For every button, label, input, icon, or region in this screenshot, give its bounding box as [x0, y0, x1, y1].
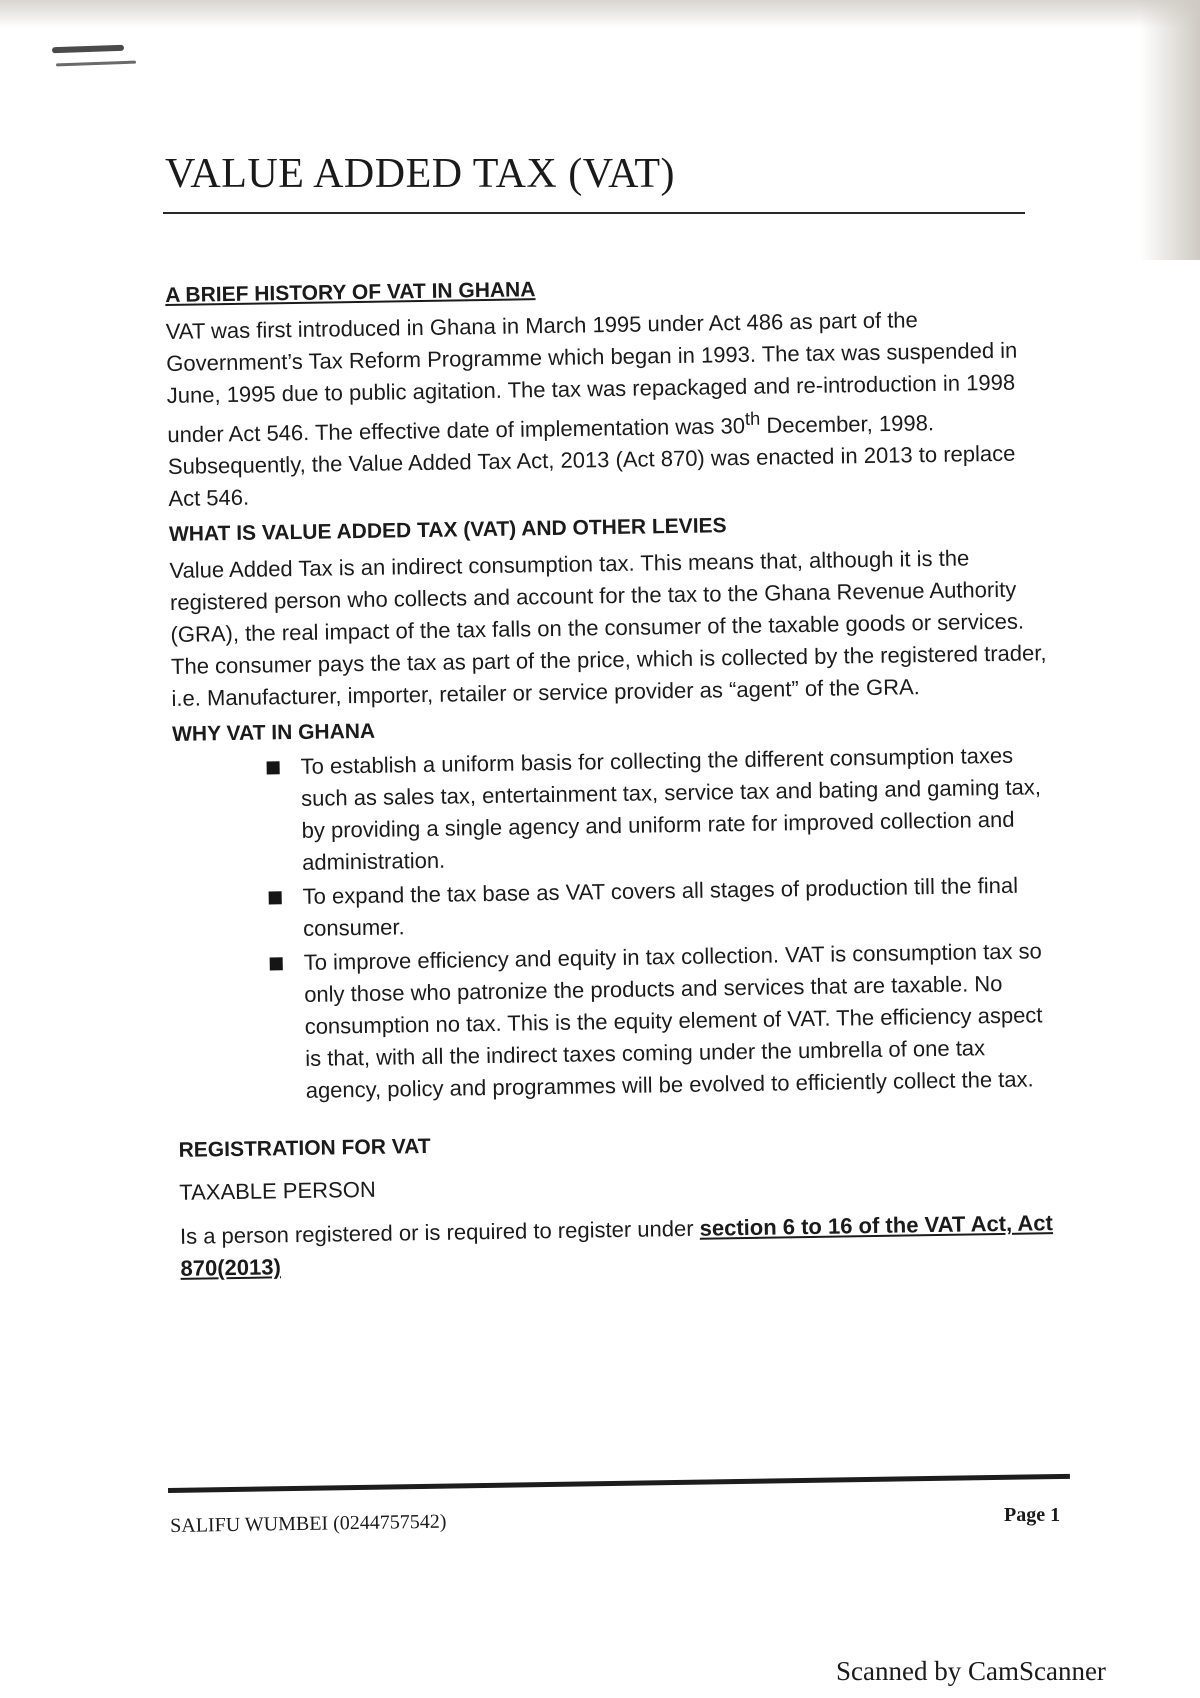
ordinal-suffix: th — [744, 407, 761, 429]
history-heading: A BRIEF HISTORY OF VAT IN GHANA — [165, 278, 536, 307]
scan-shadow-top — [0, 0, 1200, 28]
square-bullet-icon — [270, 958, 283, 971]
history-section — [165, 268, 1049, 515]
list-item — [300, 739, 1054, 879]
footer-divider — [168, 1474, 1070, 1493]
staple-mark-lower — [56, 61, 136, 67]
registration-section — [178, 1123, 1060, 1285]
history-text-part2: December, 1998. Subsequently, the Value Added Tax Act, 2013 (Act 870) was enacted in 2013 to replace Act 546. — [167, 410, 1016, 512]
document-body — [165, 268, 1061, 1285]
document-title: VALUE ADDED TAX (VAT) — [165, 151, 675, 197]
taxable-person-definition — [180, 1207, 1061, 1285]
list-item-text: To expand the tax base as VAT covers all stages of production till the final consumer. — [302, 873, 1019, 942]
history-text-part1: VAT was first introduced in Ghana in March 1995 under Act 486 as part of the Government’s Tax Reform Programme which began in 1993. The tax was suspended in June, 1995 due to public agitation. The tax was repackaged and re-introduction in 1998 under Act 546. The effective date of implementation was 30 — [165, 307, 1018, 448]
square-bullet-icon — [267, 762, 280, 775]
history-paragraph — [166, 302, 1049, 515]
definition-text: Is a person registered or is required to register under — [179, 1216, 700, 1250]
page-number: Page 1 — [1004, 1504, 1061, 1526]
why-vat-heading: WHY VAT IN GHANA — [171, 720, 376, 747]
what-is-vat-section — [169, 507, 1052, 715]
why-vat-section — [172, 707, 1058, 1109]
why-vat-list — [172, 739, 1057, 1109]
staple-mark — [52, 45, 124, 54]
act-reference: section 6 to 16 of the VAT Act, Act 870(2013) — [180, 1210, 1054, 1282]
registration-heading: REGISTRATION FOR VAT — [178, 1135, 431, 1163]
what-is-vat-paragraph: Value Added Tax is an indirect consumption tax. This means that, although it is the registered person who collects and account for the tax to the Ghana Revenue Authority (GRA), the real impact of the tax falls on the consumer of the taxable goods or services. The consumer pays the tax as part of the price, which is collected by the registered trader, i.e. Manufacturer, importer, retailer or service provider as “agent” of the GRA. — [169, 545, 1047, 712]
taxable-person-subheading: TAXABLE PERSON — [179, 1177, 376, 1206]
square-bullet-icon — [269, 892, 282, 905]
what-is-vat-heading: WHAT IS VALUE ADDED TAX (VAT) AND OTHER LEVIES — [168, 514, 727, 547]
list-item — [303, 935, 1057, 1107]
list-item-text: To establish a uniform basis for collecting the different consumption taxes such as sales tax, entertainment tax, service tax and bating and gaming tax, by providing a single agency and uniform rate for improved collection and administration. — [300, 743, 1042, 876]
footer-author: SALIFU WUMBEI (0244757542) — [170, 1510, 447, 1537]
list-item-text: To improve efficiency and equity in tax collection. VAT is consumption tax so only those who patronize the products and services that are taxable. No consumption no tax. This is the equity element of VAT. The efficiency aspect is that, with all the indirect taxes coming under the umbrella of one tax agency, policy and programmes will be evolved to efficiently collect the tax. — [303, 938, 1043, 1104]
list-item — [302, 869, 1055, 945]
scanner-watermark: Scanned by CamScanner — [836, 1656, 1106, 1686]
scan-shadow-right — [1140, 0, 1200, 260]
title-underline — [163, 212, 1025, 214]
